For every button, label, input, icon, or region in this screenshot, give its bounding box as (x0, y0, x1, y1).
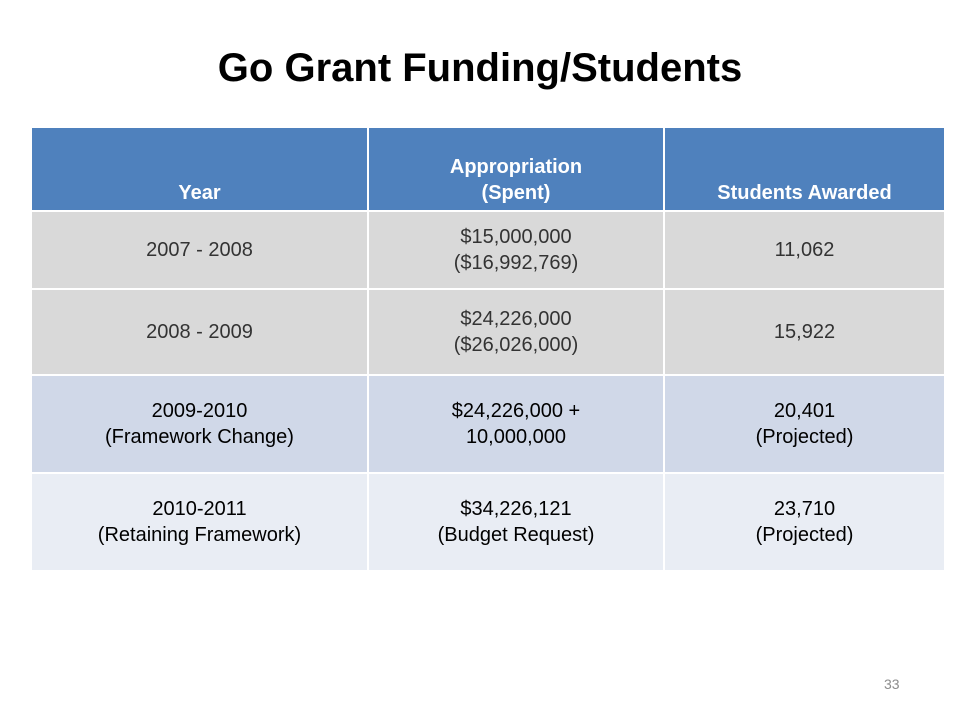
cell-year-line2: (Retaining Framework) (97, 524, 302, 546)
header-students-label: Students Awarded (717, 182, 892, 204)
cell-appropriation-line2: ($26,026,000) (453, 334, 579, 356)
funding-table (32, 128, 944, 572)
cell-year-line1: 2007 - 2008 (146, 239, 253, 261)
cell-students-line1: 23,710 (773, 498, 836, 520)
table-row (32, 375, 944, 473)
cell-appropriation-line2: (Budget Request) (437, 524, 595, 546)
cell-students-line2: (Projected) (755, 426, 854, 448)
page-number: 33 (884, 676, 900, 692)
header-row (32, 128, 944, 211)
cell-appropriation-line1: $24,226,000 + (451, 400, 581, 422)
cell-year-line1: 2010-2011 (152, 498, 247, 520)
cell-appropriation-line1: $15,000,000 (460, 226, 572, 248)
cell-appropriation (368, 375, 664, 473)
header-appropriation-line2: (Spent) (481, 182, 551, 204)
header-year-label: Year (178, 182, 221, 204)
cell-students (664, 375, 944, 473)
table-row (32, 211, 944, 289)
cell-year-line1: 2008 - 2009 (146, 321, 253, 343)
cell-students (664, 211, 944, 289)
table-row (32, 473, 944, 571)
cell-year (32, 211, 368, 289)
cell-year (32, 473, 368, 571)
header-year (32, 128, 368, 211)
cell-students-line1: 11,062 (774, 239, 835, 261)
cell-appropriation-line1: $24,226,000 (460, 308, 572, 330)
header-appropriation (368, 128, 664, 211)
cell-students (664, 473, 944, 571)
table-row (32, 289, 944, 375)
cell-appropriation (368, 211, 664, 289)
header-students (664, 128, 944, 211)
cell-year-line1: 2009-2010 (151, 400, 248, 422)
cell-students-line1: 20,401 (773, 400, 836, 422)
cell-appropriation-line1: $34,226,121 (460, 498, 572, 520)
header-appropriation-line1: Appropriation (449, 156, 583, 178)
slide-title: Go Grant Funding/Students (217, 46, 743, 90)
cell-year (32, 289, 368, 375)
cell-year-line2: (Framework Change) (105, 426, 294, 448)
cell-students-line2: (Projected) (755, 524, 854, 546)
cell-appropriation-line2: ($16,992,769) (453, 252, 579, 274)
cell-appropriation (368, 289, 664, 375)
cell-year (32, 375, 368, 473)
cell-appropriation-line2: 10,000,000 (465, 426, 567, 448)
cell-students-line1: 15,922 (773, 321, 836, 343)
cell-appropriation (368, 473, 664, 571)
cell-students (664, 289, 944, 375)
